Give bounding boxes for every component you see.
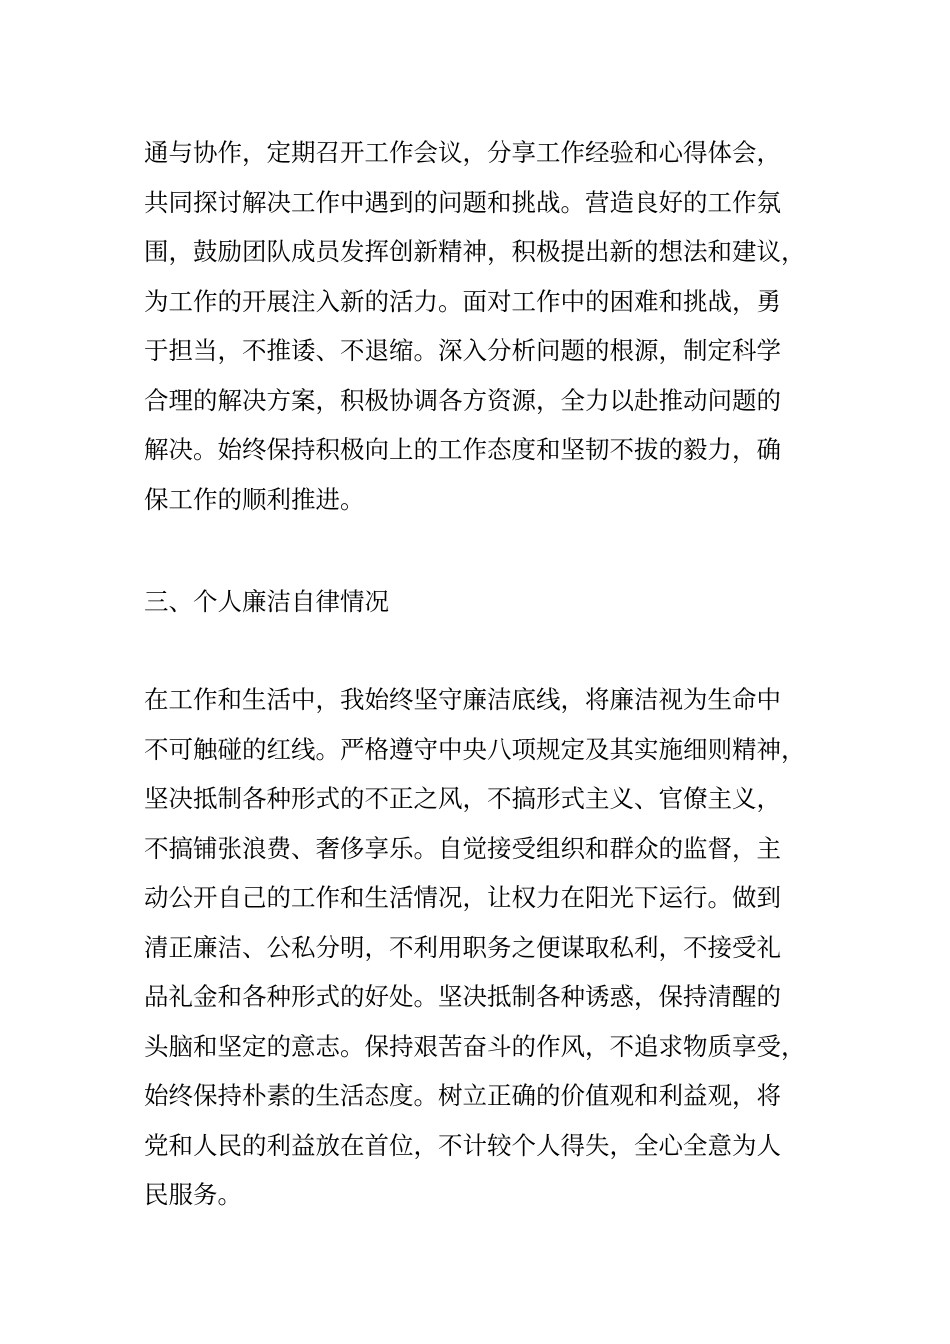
paragraph-line: 党和人民的利益放在首位，不计较个人得失，全心全意为人 xyxy=(144,1130,781,1160)
paragraph-line: 共同探讨解决工作中遇到的问题和挑战。营造良好的工作氛 xyxy=(144,187,781,217)
paragraph-line: 不可触碰的红线。严格遵守中央八项规定及其实施细则精神， xyxy=(144,734,806,764)
paragraph-line: 在工作和生活中，我始终坚守廉洁底线，将廉洁视为生命中 xyxy=(144,685,781,714)
paragraph-line: 清正廉洁、公私分明，不利用职务之便谋取私利，不接受礼 xyxy=(144,932,781,962)
paragraph-line: 保工作的顺利推进。 xyxy=(144,484,365,514)
paragraph-line: 解决。始终保持积极向上的工作态度和坚韧不拔的毅力，确 xyxy=(144,435,781,464)
paragraph-line: 为工作的开展注入新的活力。面对工作中的困难和挑战，勇 xyxy=(144,286,781,316)
paragraph-1 xyxy=(144,128,824,524)
paragraph-line: 于担当，不推诿、不退缩。深入分析问题的根源，制定科学 xyxy=(144,336,781,365)
paragraph-line: 始终保持朴素的生活态度。树立正确的价值观和利益观，将 xyxy=(144,1081,781,1110)
paragraph-line: 品礼金和各种形式的好处。坚决抵制各种诱惑，保持清醒的 xyxy=(144,982,781,1011)
paragraph-line: 头脑和坚定的意志。保持艰苦奋斗的作风，不追求物质享受， xyxy=(144,1031,806,1061)
paragraph-line: 坚决抵制各种形式的不正之风，不搞形式主义、官僚主义， xyxy=(144,784,781,813)
paragraph-line: 不搞铺张浪费、奢侈享乐。自觉接受组织和群众的监督，主 xyxy=(144,833,781,863)
paragraph-line: 围，鼓励团队成员发挥创新精神，积极提出新的想法和建议， xyxy=(144,237,806,266)
paragraph-line: 民服务。 xyxy=(144,1180,242,1209)
paragraph-2 xyxy=(144,675,824,1220)
paragraph-line: 动公开自己的工作和生活情况，让权力在阳光下运行。做到 xyxy=(144,883,781,912)
paragraph-line: 通与协作，定期召开工作会议，分享工作经验和心得体会， xyxy=(144,138,781,167)
paragraph-line: 合理的解决方案，积极协调各方资源，全力以赴推动问题的 xyxy=(144,385,781,415)
section-heading xyxy=(144,577,824,627)
section-heading-text: 三、个人廉洁自律情况 xyxy=(144,587,389,616)
